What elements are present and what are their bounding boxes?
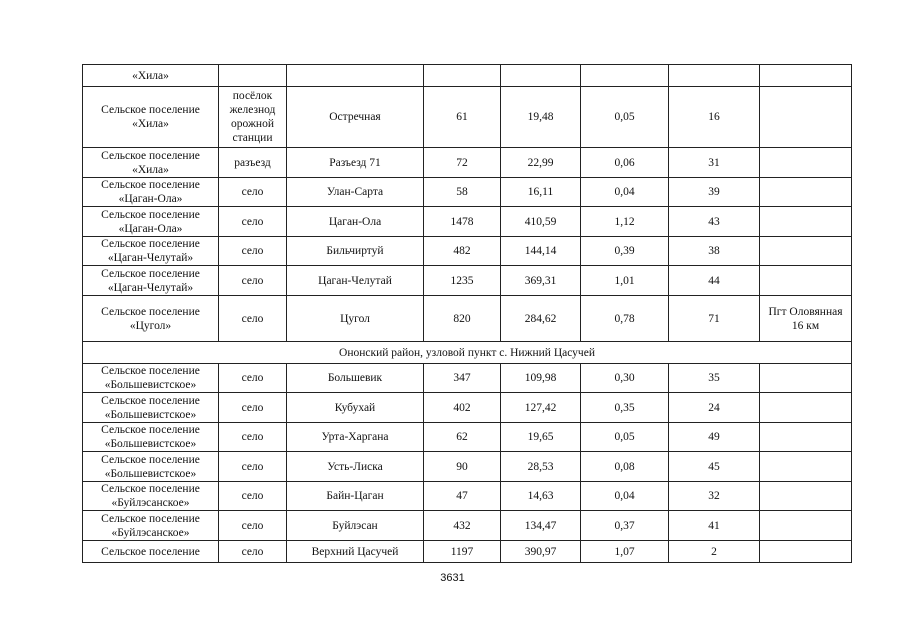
table-row	[83, 237, 852, 266]
value-b-cell: 0,37	[581, 511, 669, 541]
distance-cell: 24	[669, 393, 760, 423]
value-b-cell: 1,12	[581, 207, 669, 237]
distance-cell: 71	[669, 296, 760, 342]
distance-cell: 35	[669, 364, 760, 393]
value-b-cell: 0,04	[581, 482, 669, 511]
settlement-name-cell: Кубухай	[287, 393, 424, 423]
value-b-cell: 0,35	[581, 393, 669, 423]
value-b-cell: 0,39	[581, 237, 669, 266]
population-cell: 402	[424, 393, 501, 423]
distance-cell: 45	[669, 452, 760, 482]
settlement-type-cell: село	[219, 541, 287, 563]
table-row	[83, 266, 852, 296]
population-cell: 72	[424, 148, 501, 178]
table-row	[83, 482, 852, 511]
settlement-name-cell: Цугол	[287, 296, 424, 342]
municipality-cell: «Хила»	[83, 65, 219, 87]
value-a-cell: 144,14	[501, 237, 581, 266]
municipality-cell: Сельское поселение «Цаган-Челутай»	[83, 237, 219, 266]
value-b-cell: 1,07	[581, 541, 669, 563]
table-row	[83, 296, 852, 342]
value-a-cell	[501, 65, 581, 87]
population-cell: 47	[424, 482, 501, 511]
table-body	[83, 65, 852, 563]
note-cell	[760, 423, 852, 452]
population-cell: 62	[424, 423, 501, 452]
table-row	[83, 148, 852, 178]
population-cell: 61	[424, 87, 501, 148]
settlement-name-cell: Цаган-Челутай	[287, 266, 424, 296]
value-a-cell: 284,62	[501, 296, 581, 342]
distance-cell: 16	[669, 87, 760, 148]
settlement-type-cell: село	[219, 237, 287, 266]
municipality-cell: Сельское поселение «Буйлэсанское»	[83, 482, 219, 511]
municipality-cell: Сельское поселение «Цаган-Ола»	[83, 178, 219, 207]
distance-cell: 31	[669, 148, 760, 178]
page-number: 3631	[440, 572, 465, 584]
note-cell: Пгт Оловянная 16 км	[760, 296, 852, 342]
value-a-cell: 390,97	[501, 541, 581, 563]
note-cell	[760, 393, 852, 423]
population-cell: 90	[424, 452, 501, 482]
settlement-name-cell: Остречная	[287, 87, 424, 148]
settlement-type-cell: село	[219, 266, 287, 296]
value-a-cell: 109,98	[501, 364, 581, 393]
settlement-name-cell: Байн-Цаган	[287, 482, 424, 511]
municipality-cell: Сельское поселение «Цугол»	[83, 296, 219, 342]
value-b-cell: 0,78	[581, 296, 669, 342]
table-row	[83, 364, 852, 393]
table-row	[83, 423, 852, 452]
note-cell	[760, 237, 852, 266]
settlement-type-cell: село	[219, 393, 287, 423]
table-row	[83, 541, 852, 563]
note-cell	[760, 266, 852, 296]
settlement-type-cell	[219, 65, 287, 87]
value-a-cell: 16,11	[501, 178, 581, 207]
table-row	[83, 452, 852, 482]
section-header-row	[83, 342, 852, 364]
settlement-type-cell: разъезд	[219, 148, 287, 178]
value-b-cell: 0,08	[581, 452, 669, 482]
population-cell: 1235	[424, 266, 501, 296]
settlement-name-cell	[287, 65, 424, 87]
table-row	[83, 393, 852, 423]
table-row	[83, 207, 852, 237]
municipality-cell: Сельское поселение «Большевистское»	[83, 364, 219, 393]
population-cell: 1197	[424, 541, 501, 563]
population-cell: 482	[424, 237, 501, 266]
settlement-type-cell: село	[219, 364, 287, 393]
note-cell	[760, 364, 852, 393]
table-row	[83, 511, 852, 541]
municipality-cell: Сельское поселение «Большевистское»	[83, 452, 219, 482]
municipality-cell: Сельское поселение	[83, 541, 219, 563]
value-b-cell	[581, 65, 669, 87]
population-cell: 820	[424, 296, 501, 342]
settlement-name-cell: Большевик	[287, 364, 424, 393]
value-b-cell: 0,05	[581, 423, 669, 452]
value-a-cell: 410,59	[501, 207, 581, 237]
settlement-type-cell: село	[219, 452, 287, 482]
value-a-cell: 19,48	[501, 87, 581, 148]
settlement-type-cell: село	[219, 178, 287, 207]
distance-cell: 41	[669, 511, 760, 541]
note-cell	[760, 482, 852, 511]
value-b-cell: 0,30	[581, 364, 669, 393]
value-a-cell: 127,42	[501, 393, 581, 423]
municipality-cell: Сельское поселение «Цаган-Ола»	[83, 207, 219, 237]
value-b-cell: 1,01	[581, 266, 669, 296]
distance-cell: 49	[669, 423, 760, 452]
note-cell	[760, 65, 852, 87]
distance-cell	[669, 65, 760, 87]
value-a-cell: 28,53	[501, 452, 581, 482]
value-b-cell: 0,05	[581, 87, 669, 148]
settlement-name-cell: Верхний Цасучей	[287, 541, 424, 563]
population-cell: 1478	[424, 207, 501, 237]
distance-cell: 43	[669, 207, 760, 237]
municipality-cell: Сельское поселение «Буйлэсанское»	[83, 511, 219, 541]
note-cell	[760, 541, 852, 563]
distance-cell: 2	[669, 541, 760, 563]
section-header-cell: Ононский район, узловой пункт с. Нижний Цасучей	[83, 342, 852, 364]
settlement-name-cell: Улан-Сарта	[287, 178, 424, 207]
note-cell	[760, 207, 852, 237]
municipality-cell: Сельское поселение «Большевистское»	[83, 393, 219, 423]
settlements-table	[82, 64, 852, 563]
settlement-type-cell: село	[219, 207, 287, 237]
table-row	[83, 87, 852, 148]
municipality-cell: Сельское поселение «Хила»	[83, 148, 219, 178]
settlement-name-cell: Разъезд 71	[287, 148, 424, 178]
distance-cell: 44	[669, 266, 760, 296]
municipality-cell: Сельское поселение «Большевистское»	[83, 423, 219, 452]
settlement-name-cell: Бильчиртуй	[287, 237, 424, 266]
value-a-cell: 22,99	[501, 148, 581, 178]
settlement-type-cell: село	[219, 423, 287, 452]
value-b-cell: 0,04	[581, 178, 669, 207]
value-b-cell: 0,06	[581, 148, 669, 178]
municipality-cell: Сельское поселение «Цаган-Челутай»	[83, 266, 219, 296]
population-cell	[424, 65, 501, 87]
distance-cell: 32	[669, 482, 760, 511]
distance-cell: 38	[669, 237, 760, 266]
value-a-cell: 19,65	[501, 423, 581, 452]
note-cell	[760, 452, 852, 482]
settlement-type-cell: село	[219, 482, 287, 511]
settlement-type-cell: посёлок железнод орожной станции	[219, 87, 287, 148]
settlement-name-cell: Буйлэсан	[287, 511, 424, 541]
note-cell	[760, 87, 852, 148]
population-cell: 347	[424, 364, 501, 393]
settlement-type-cell: село	[219, 296, 287, 342]
settlement-name-cell: Цаган-Ола	[287, 207, 424, 237]
table-row	[83, 178, 852, 207]
population-cell: 58	[424, 178, 501, 207]
note-cell	[760, 178, 852, 207]
note-cell	[760, 148, 852, 178]
note-cell	[760, 511, 852, 541]
value-a-cell: 369,31	[501, 266, 581, 296]
population-cell: 432	[424, 511, 501, 541]
settlement-name-cell: Усть-Лиска	[287, 452, 424, 482]
table-row	[83, 65, 852, 87]
municipality-cell: Сельское поселение «Хила»	[83, 87, 219, 148]
settlement-name-cell: Урта-Харгана	[287, 423, 424, 452]
distance-cell: 39	[669, 178, 760, 207]
settlement-type-cell: село	[219, 511, 287, 541]
value-a-cell: 134,47	[501, 511, 581, 541]
value-a-cell: 14,63	[501, 482, 581, 511]
